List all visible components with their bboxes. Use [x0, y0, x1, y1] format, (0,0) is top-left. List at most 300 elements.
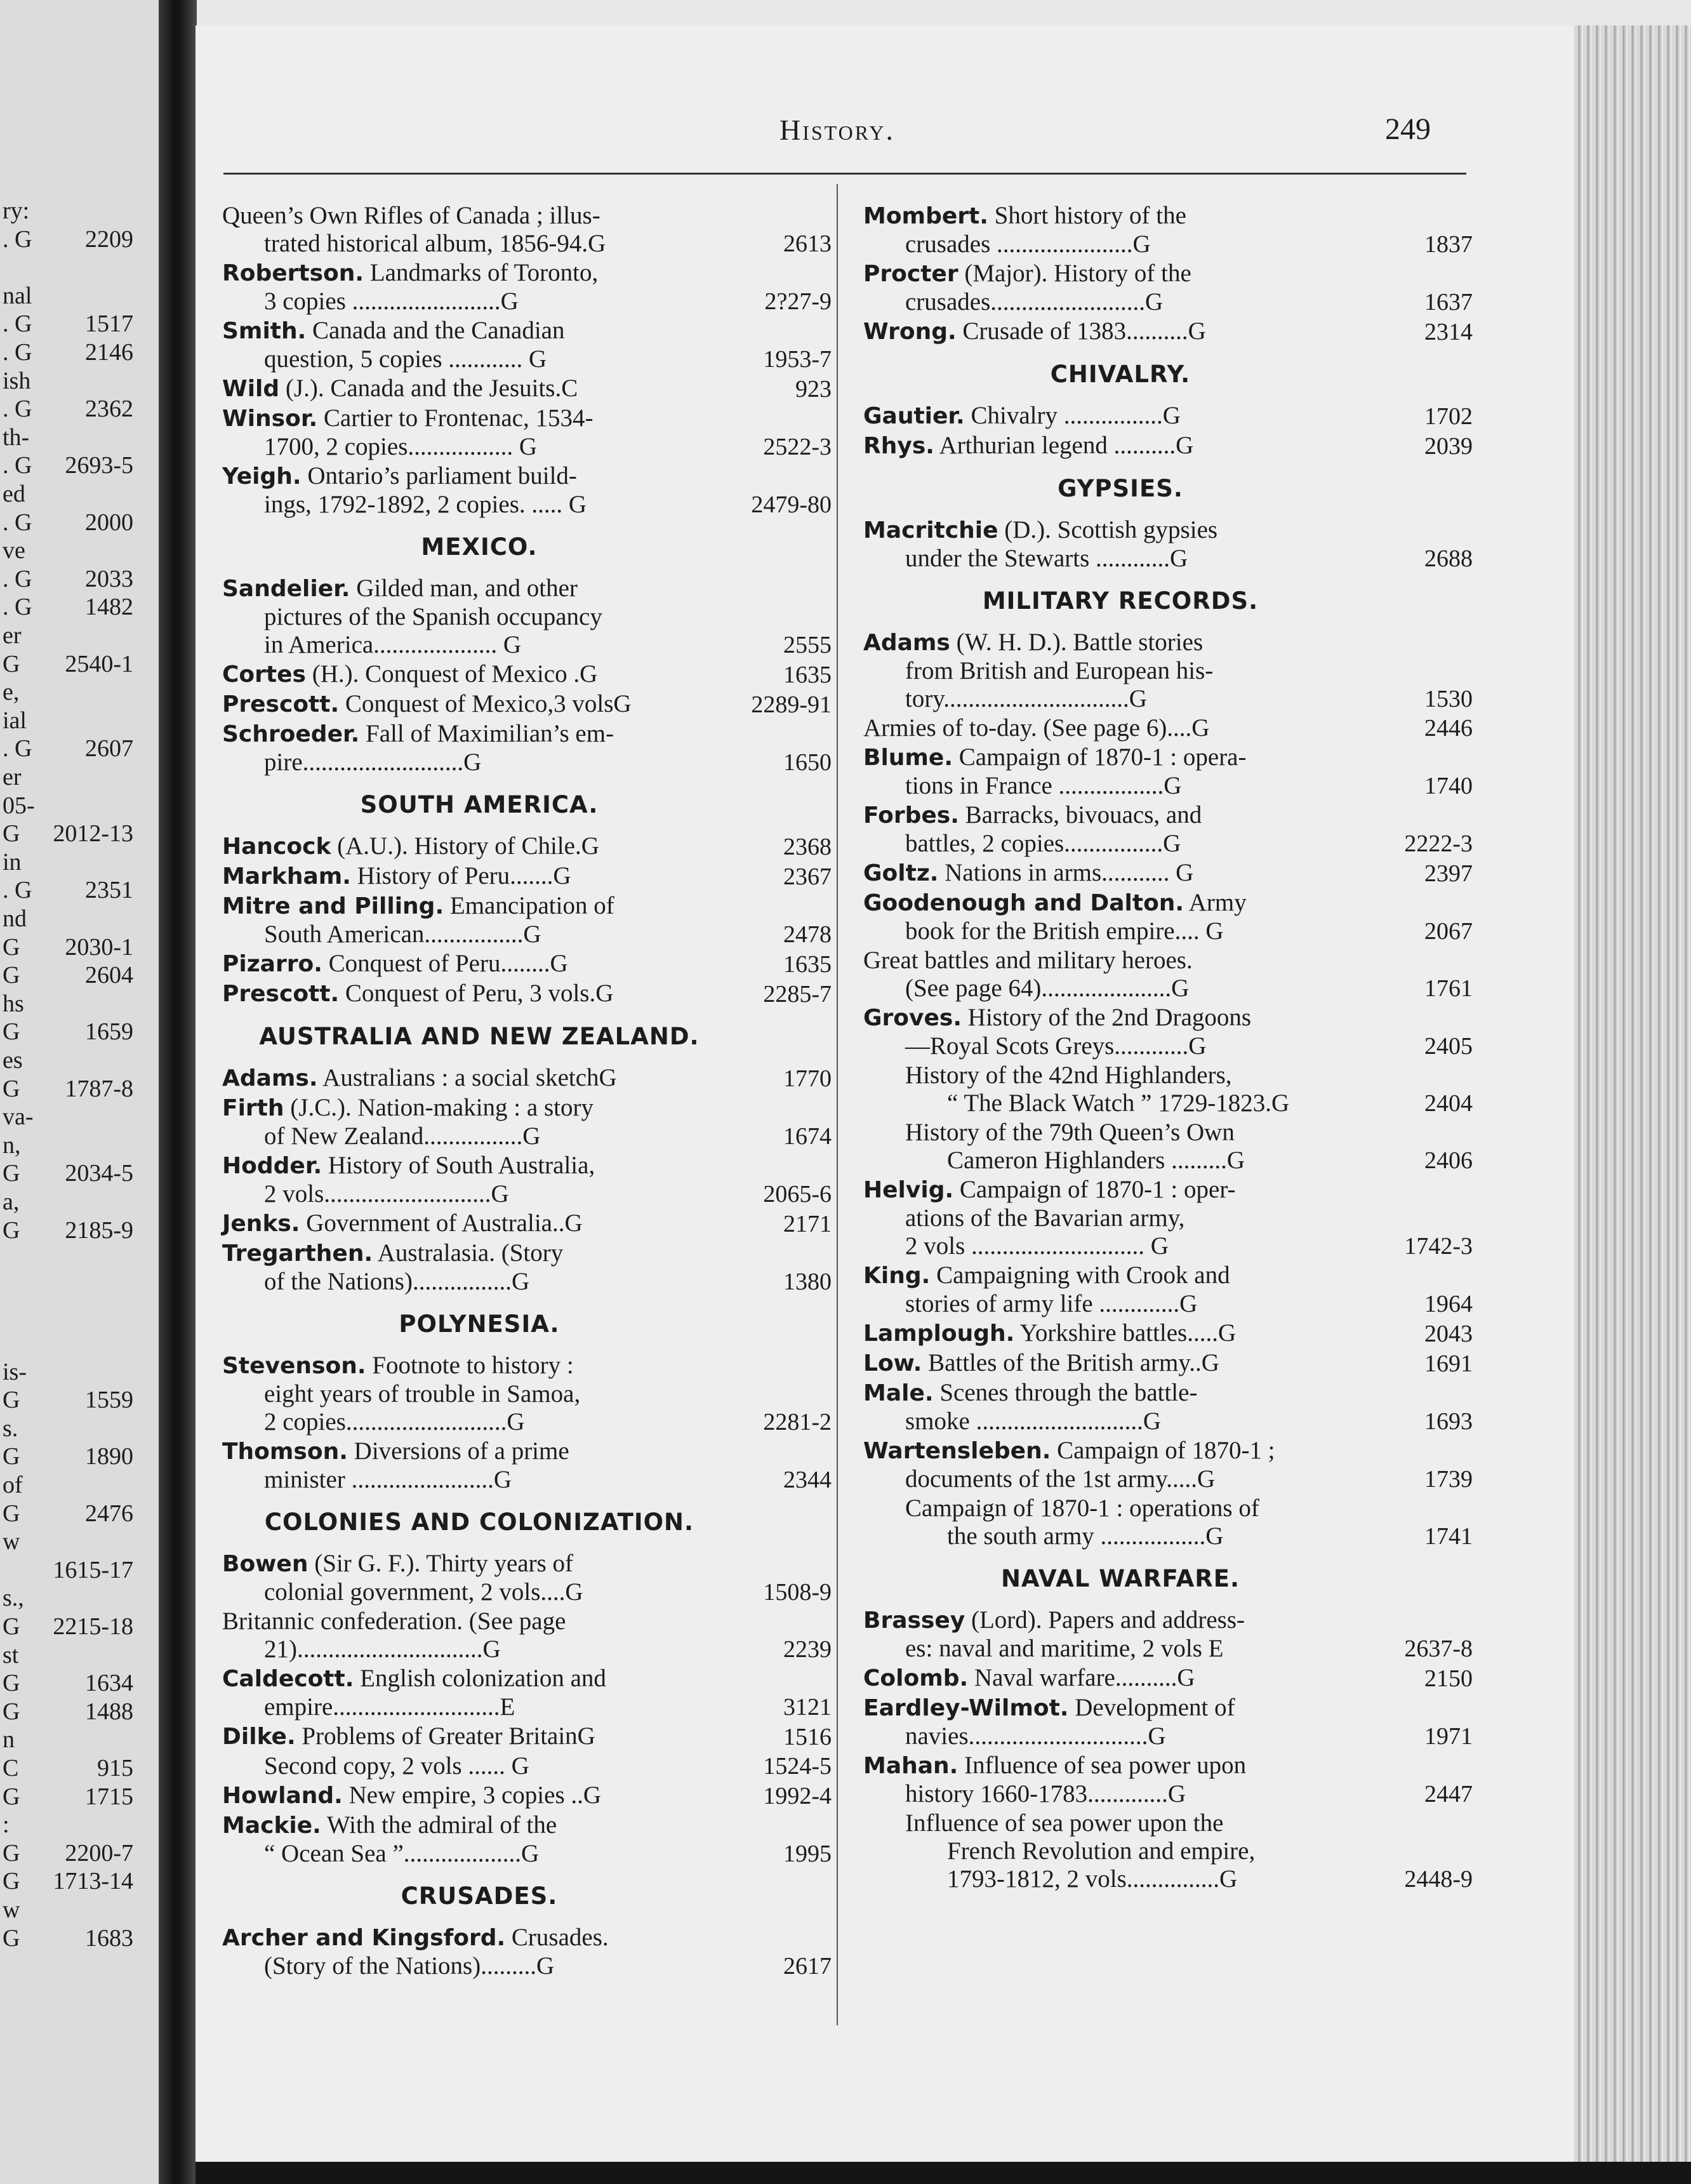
- entry-line: [905, 1119, 1371, 1147]
- entry-author: Mackie.: [222, 1813, 321, 1839]
- left-page-row: [0, 1783, 152, 1811]
- entry-author: Schroeder.: [222, 721, 360, 747]
- left-page-fragment-text: e,: [3, 679, 20, 706]
- catalog-entry: [863, 1379, 1473, 1435]
- catalog-entry: [863, 629, 1473, 713]
- entry-author: Winsor.: [222, 406, 318, 432]
- right-column: [863, 202, 1473, 1894]
- call-number: 2?27-9: [764, 288, 832, 315]
- entry-line: [222, 892, 730, 921]
- left-page-fragment-text: n,: [3, 1131, 21, 1159]
- left-page-row: [0, 1924, 152, 1952]
- call-number: 1380: [783, 1268, 832, 1295]
- entry-text: [222, 1550, 730, 1606]
- left-page-call-number: 2146: [85, 339, 133, 366]
- entry-text: [863, 1809, 1371, 1893]
- catalog-entry: [222, 1608, 832, 1663]
- left-page-row: [0, 395, 152, 423]
- entry-line: [222, 202, 730, 230]
- left-page-row: [0, 1867, 152, 1895]
- entry-title-text: crusades.........................G: [905, 288, 1164, 316]
- entry-title-text: 21)..............................G: [264, 1635, 501, 1663]
- entry-title-text: Problems of Greater BritainG: [302, 1722, 595, 1750]
- entry-title-text: Army: [1188, 889, 1247, 916]
- left-page-fragment-text: G: [3, 1500, 20, 1527]
- entry-line: [222, 1665, 730, 1693]
- entry-line: [222, 720, 730, 749]
- left-page-row: [0, 792, 152, 820]
- left-page-fragment-text: . G: [3, 310, 32, 338]
- entry-title-text: es: naval and maritime, 2 vols E: [905, 1635, 1224, 1662]
- left-page-row: [0, 1726, 152, 1754]
- call-number: 1508-9: [763, 1579, 832, 1606]
- entry-line: [863, 402, 1371, 430]
- left-page-row: [0, 876, 152, 904]
- catalog-entry: [863, 202, 1473, 258]
- left-page-row: [0, 367, 152, 395]
- entry-author: Mahan.: [863, 1753, 958, 1779]
- column-divider: [837, 184, 838, 2025]
- catalog-entry: [863, 516, 1473, 573]
- entry-title-text: Diversions of a prime: [354, 1437, 569, 1465]
- entry-line: [905, 1837, 1371, 1865]
- left-page-row: [0, 763, 152, 791]
- entry-text: [863, 1379, 1371, 1435]
- call-number: 923: [795, 376, 832, 403]
- left-page-fragment-text: ry:: [3, 197, 30, 224]
- left-page-fragment-text: G: [3, 1839, 20, 1867]
- left-page-row: [0, 1839, 152, 1867]
- entry-text: [863, 1176, 1371, 1260]
- call-number: 2039: [1424, 433, 1473, 460]
- entry-line: [863, 801, 1371, 830]
- entry-title-text: Canada and the Canadian: [312, 317, 565, 344]
- left-page-row: [0, 423, 152, 451]
- entry-author: Archer and Kingsford.: [222, 1925, 506, 1951]
- call-number: 2555: [783, 632, 832, 658]
- entry-author: Forbes.: [863, 802, 959, 829]
- catalog-entry: [863, 1752, 1473, 1808]
- call-number: 2406: [1424, 1147, 1473, 1174]
- entry-line: [863, 545, 1371, 573]
- entry-line: [863, 743, 1371, 772]
- call-number: 1691: [1424, 1350, 1473, 1377]
- entry-line: [222, 1466, 730, 1494]
- call-number: 1693: [1424, 1408, 1473, 1435]
- entry-text: [222, 1209, 730, 1238]
- left-page-row: [0, 1613, 152, 1641]
- entry-title-text: smoke ...........................G: [905, 1408, 1161, 1435]
- entry-line: [222, 1268, 730, 1296]
- entry-title-text: Barracks, bivouacs, and: [965, 801, 1202, 829]
- entry-text: [863, 859, 1371, 888]
- catalog-entry: [222, 832, 832, 861]
- left-page-call-number: 2540-1: [65, 650, 133, 677]
- entry-line: [222, 862, 730, 891]
- entry-text: [222, 1924, 730, 1980]
- left-page-fragment-text: er: [3, 764, 22, 790]
- entry-author: Colomb.: [863, 1665, 969, 1691]
- section-heading: COLONIES AND COLONIZATION.: [264, 1508, 694, 1536]
- entry-line: [222, 980, 730, 1008]
- entry-line: [863, 1694, 1371, 1722]
- left-page-fragment-text: w: [3, 1896, 20, 1923]
- call-number: 2688: [1424, 545, 1473, 572]
- entry-author: Brassey: [863, 1608, 965, 1634]
- catalog-entry: [863, 1119, 1473, 1175]
- entry-author: Rhys.: [863, 433, 934, 459]
- entry-line: [222, 1840, 730, 1868]
- left-page-call-number: 2034-5: [65, 1160, 133, 1187]
- entry-title-text: battles, 2 copies................G: [905, 830, 1181, 857]
- left-page-row: [0, 820, 152, 848]
- entry-line: [222, 317, 730, 345]
- entry-title-text: Cartier to Frontenac, 1534-: [323, 404, 594, 432]
- catalog-entry: [222, 202, 832, 258]
- left-page-fragment-text: . G: [3, 225, 32, 253]
- entry-text: [222, 1239, 730, 1296]
- entry-text: [863, 1062, 1371, 1117]
- left-page-fragment-text: nal: [3, 282, 32, 309]
- entry-title-text: History of the 79th Queen’s Own: [905, 1119, 1235, 1146]
- entry-line: [222, 690, 730, 719]
- entry-title-text: Emancipation of: [449, 892, 614, 919]
- entry-line: [863, 772, 1371, 800]
- left-page-call-number: 2362: [85, 396, 133, 423]
- catalog-entry: [222, 1665, 832, 1721]
- entry-author: Prescott.: [222, 981, 340, 1007]
- entry-line: [863, 830, 1371, 858]
- catalog-entry: [222, 1781, 832, 1810]
- left-page-call-number: 2351: [85, 877, 133, 904]
- left-page-row: [0, 990, 152, 1018]
- entry-title-text: question, 5 copies ............ G: [264, 345, 547, 373]
- entry-text: [863, 1262, 1371, 1318]
- left-page-fragment-text: G: [3, 1387, 20, 1414]
- left-page-row: [0, 310, 152, 338]
- entry-text: [222, 1352, 730, 1436]
- left-page-call-number: 1482: [85, 594, 133, 621]
- entry-title-text: Battles of the British army..G: [928, 1349, 1219, 1376]
- left-page-call-number: 2693-5: [65, 452, 133, 479]
- entry-title-text: the south army .................G: [947, 1522, 1224, 1550]
- entry-author: Goodenough and Dalton.: [863, 890, 1184, 916]
- call-number: 2478: [783, 921, 832, 948]
- catalog-entry: [863, 1606, 1473, 1663]
- entry-line: [905, 1809, 1371, 1837]
- entry-title-text: “ Ocean Sea ”...................G: [264, 1840, 540, 1867]
- entry-text: [863, 743, 1371, 800]
- entry-title-text: (Sir G. F.). Thirty years of: [314, 1550, 574, 1577]
- catalog-entry: [863, 1062, 1473, 1117]
- left-page-fragment-text: va-: [3, 1103, 34, 1131]
- entry-author: Adams: [863, 630, 950, 656]
- catalog-entry: [222, 1094, 832, 1150]
- entry-line: [863, 714, 1371, 742]
- catalog-entry: [222, 1152, 832, 1208]
- entry-author: Stevenson.: [222, 1353, 366, 1379]
- entry-line: [863, 317, 1371, 346]
- catalog-entry: [222, 1811, 832, 1868]
- entry-title-text: stories of army life .............G: [905, 1290, 1198, 1317]
- header-rule: [223, 173, 1466, 175]
- entry-line: [863, 1004, 1371, 1032]
- entry-line: [863, 230, 1371, 258]
- entry-line: [863, 685, 1371, 713]
- entry-text: [222, 1722, 730, 1751]
- catalog-entry: [863, 743, 1473, 800]
- left-page-fragment-text: G: [3, 650, 20, 677]
- entry-title-text: Influence of sea power upon the: [905, 1809, 1224, 1837]
- left-page-call-number: 2200-7: [65, 1839, 133, 1867]
- entry-title-text: 2 copies..........................G: [264, 1408, 525, 1435]
- left-page-row: [0, 451, 152, 479]
- entry-title-text: tions in France .................G: [905, 772, 1182, 799]
- catalog-entry: [222, 317, 832, 373]
- entry-author: Helvig.: [863, 1177, 954, 1203]
- left-page-fragment-text: n: [3, 1726, 15, 1754]
- call-number: 2065-6: [763, 1181, 832, 1208]
- entry-title-text: Crusades.: [511, 1924, 609, 1951]
- entry-title-text: colonial government, 2 vols....G: [264, 1578, 583, 1606]
- catalog-entry: [222, 720, 832, 776]
- catalog-entry: [863, 859, 1473, 888]
- entry-text: [222, 832, 730, 861]
- entry-title-text: Campaign of 1870-1 : opera-: [958, 743, 1247, 771]
- entry-line: [222, 1578, 730, 1606]
- left-page-row: [0, 1442, 152, 1470]
- catalog-entry: [863, 317, 1473, 346]
- entry-title-text: French Revolution and empire,: [947, 1837, 1256, 1865]
- entry-title-text: (Lord). Papers and address-: [971, 1606, 1245, 1634]
- entry-title-text: Yorkshire battles.....G: [1019, 1319, 1237, 1347]
- entry-line: [863, 1176, 1371, 1204]
- left-page-row: [0, 1329, 152, 1357]
- entry-line: [863, 917, 1371, 945]
- left-page-row: [0, 509, 152, 536]
- catalog-entry: [863, 1004, 1473, 1060]
- entry-author: Robertson.: [222, 260, 364, 286]
- call-number: 2281-2: [763, 1409, 832, 1435]
- entry-title-text: New empire, 3 copies ..G: [348, 1781, 602, 1809]
- entry-text: [222, 462, 730, 519]
- entry-author: Mombert.: [863, 203, 988, 229]
- catalog-entry: [863, 260, 1473, 316]
- entry-title-text: Great battles and military heroes.: [863, 947, 1193, 974]
- entry-text: [222, 1437, 730, 1494]
- call-number: 1702: [1424, 403, 1473, 430]
- entry-text: [863, 1437, 1371, 1493]
- call-number: 1953-7: [763, 346, 832, 373]
- entry-text: [863, 1664, 1371, 1693]
- entry-line: [222, 259, 730, 288]
- entry-title-text: Conquest of Peru........G: [328, 950, 568, 977]
- scan-border: [196, 2162, 1691, 2184]
- entry-text: [222, 202, 730, 258]
- entry-title-text: trated historical album, 1856-94.G: [264, 230, 606, 257]
- entry-title-text: Nations in arms........... G: [945, 859, 1194, 886]
- entry-line: [863, 1349, 1371, 1378]
- entry-author: Wrong.: [863, 319, 957, 345]
- left-page-fragment-text: G: [3, 1216, 20, 1244]
- left-page-row: [0, 1415, 152, 1442]
- left-page-row: [0, 933, 152, 961]
- entry-title-text: Crusade of 1383..........G: [962, 317, 1206, 345]
- left-page-fragment-text: G: [3, 1670, 20, 1697]
- catalog-entry: [863, 1349, 1473, 1378]
- call-number: 1650: [783, 749, 832, 776]
- entry-title-text: minister .......................G: [264, 1466, 512, 1493]
- left-page-call-number: 1713-14: [53, 1868, 133, 1895]
- entry-text: [222, 1665, 730, 1721]
- call-number: 1635: [783, 662, 832, 688]
- call-number: 1992-4: [763, 1783, 832, 1809]
- left-page-row: [0, 1386, 152, 1414]
- entry-title-text: 2 vols ............................ G: [905, 1232, 1169, 1260]
- entry-title-text: Scenes through the battle-: [939, 1379, 1198, 1406]
- left-page-fragment-text: s.,: [3, 1585, 24, 1612]
- left-page-row: [0, 1273, 152, 1301]
- section-heading: POLYNESIA.: [399, 1310, 560, 1338]
- entry-title-text: (D.). Scottish gypsies: [1004, 516, 1218, 543]
- entry-line: [863, 629, 1371, 657]
- entry-author: Gautier.: [863, 403, 965, 429]
- entry-author: Firth: [222, 1095, 284, 1121]
- entry-text: [863, 402, 1371, 430]
- catalog-entry: [222, 1239, 832, 1296]
- call-number: 2171: [783, 1211, 832, 1237]
- left-page-row: [0, 1556, 152, 1584]
- call-number: 1964: [1424, 1291, 1473, 1317]
- catalog-entry: [222, 862, 832, 891]
- entry-line: [905, 1062, 1371, 1089]
- call-number: 2448-9: [1404, 1866, 1473, 1893]
- call-number: 2637-8: [1404, 1635, 1473, 1662]
- entry-text: [863, 1004, 1371, 1060]
- entry-title-text: (J.). Canada and the Jesuits.C: [285, 375, 578, 402]
- entry-line: [222, 404, 730, 433]
- catalog-entry: [222, 1722, 832, 1751]
- left-page-call-number: 2209: [85, 225, 133, 253]
- entry-line: [222, 1693, 730, 1721]
- left-page-call-number: 2476: [85, 1500, 133, 1527]
- entry-line: [222, 1064, 730, 1093]
- entry-text: [222, 862, 730, 891]
- entry-line: [863, 859, 1371, 888]
- catalog-entry: [222, 1352, 832, 1436]
- entry-author: King.: [863, 1263, 931, 1289]
- entry-text: [863, 516, 1371, 573]
- left-page-row: [0, 1896, 152, 1924]
- call-number: 1995: [783, 1841, 832, 1867]
- entry-title-text: Influence of sea power upon: [964, 1752, 1247, 1779]
- left-page-row: [0, 1301, 152, 1329]
- entry-author: Low.: [863, 1350, 922, 1376]
- entry-line: [863, 1319, 1371, 1348]
- entry-title-text: of the Nations)................G: [264, 1268, 530, 1295]
- left-page-row: [0, 282, 152, 310]
- entry-text: [222, 404, 730, 461]
- left-page-fragment-text: G: [3, 1924, 20, 1952]
- left-page-row: [0, 735, 152, 762]
- entry-title-text: book for the British empire.... G: [905, 917, 1224, 945]
- left-page-row: [0, 536, 152, 564]
- entry-title-text: Government of Australia..G: [306, 1209, 583, 1237]
- call-number: 2479-80: [751, 491, 832, 518]
- catalog-entry: [222, 1209, 832, 1238]
- entry-title-text: of New Zealand................G: [264, 1122, 541, 1150]
- left-page-row: [0, 1216, 152, 1244]
- call-number: 2617: [783, 1953, 832, 1980]
- entry-text: [863, 260, 1371, 316]
- left-page-call-number: 2030-1: [65, 933, 133, 961]
- entry-line: [863, 1408, 1371, 1435]
- entry-author: Prescott.: [222, 691, 340, 717]
- left-page-row: [0, 1358, 152, 1386]
- entry-title-text: Gilded man, and other: [356, 575, 578, 602]
- left-page-call-number: 1659: [85, 1018, 133, 1046]
- left-page-fragment-text: w: [3, 1528, 20, 1555]
- left-page-call-number: 1559: [85, 1387, 133, 1414]
- call-number: 2405: [1424, 1033, 1473, 1060]
- entry-author: Macritchie: [863, 517, 998, 543]
- entry-text: [222, 1608, 730, 1663]
- entry-author: Adams.: [222, 1065, 318, 1091]
- left-page-row: [0, 1188, 152, 1216]
- entry-line: [222, 1635, 730, 1663]
- entry-line: [222, 832, 730, 861]
- entry-author: Procter: [863, 261, 958, 287]
- left-page-row: [0, 1046, 152, 1074]
- entry-line: [863, 1664, 1371, 1693]
- entry-text: [863, 714, 1371, 742]
- call-number: 2522-3: [763, 434, 832, 460]
- entry-line: [222, 631, 730, 659]
- entry-line: [222, 1380, 730, 1408]
- entry-line: [264, 1752, 730, 1780]
- catalog-entry: [863, 1437, 1473, 1493]
- catalog-entry: [222, 404, 832, 461]
- section-heading: MEXICO.: [421, 533, 538, 561]
- entry-author: Hodder.: [222, 1153, 322, 1179]
- entry-title-text: History of the 42nd Highlanders,: [905, 1062, 1232, 1089]
- entry-author: Hancock: [222, 834, 331, 860]
- entry-author: Lamplough.: [863, 1321, 1015, 1347]
- entry-text: [222, 317, 730, 373]
- entry-line: [222, 1952, 730, 1980]
- catalog-entry: [863, 1176, 1473, 1260]
- entry-title-text: Armies of to-day. (See page 6)....G: [863, 714, 1210, 742]
- entry-author: Pizarro.: [222, 951, 322, 977]
- left-page-fragment-text: st: [3, 1641, 19, 1668]
- left-page-fragment-text: G: [3, 1443, 20, 1470]
- left-page-row: [0, 1244, 152, 1272]
- entry-line: [222, 660, 730, 689]
- entry-author: Smith.: [222, 318, 307, 344]
- entry-title-text: Cameron Highlanders .........G: [947, 1147, 1245, 1174]
- entry-title-text: “ The Black Watch ” 1729-1823.G: [947, 1089, 1290, 1117]
- entry-title-text: Queen’s Own Rifles of Canada ; illus-: [222, 202, 600, 229]
- entry-title-text: Short history of the: [994, 202, 1186, 229]
- call-number: 1530: [1424, 686, 1473, 712]
- entry-line: [222, 1352, 730, 1380]
- call-number: 2446: [1424, 715, 1473, 742]
- call-number: 2368: [783, 834, 832, 860]
- entry-line: [863, 1780, 1371, 1808]
- entry-title-text: Landmarks of Toronto,: [369, 259, 599, 286]
- entry-author: Groves.: [863, 1005, 962, 1031]
- entry-author: Markham.: [222, 863, 351, 889]
